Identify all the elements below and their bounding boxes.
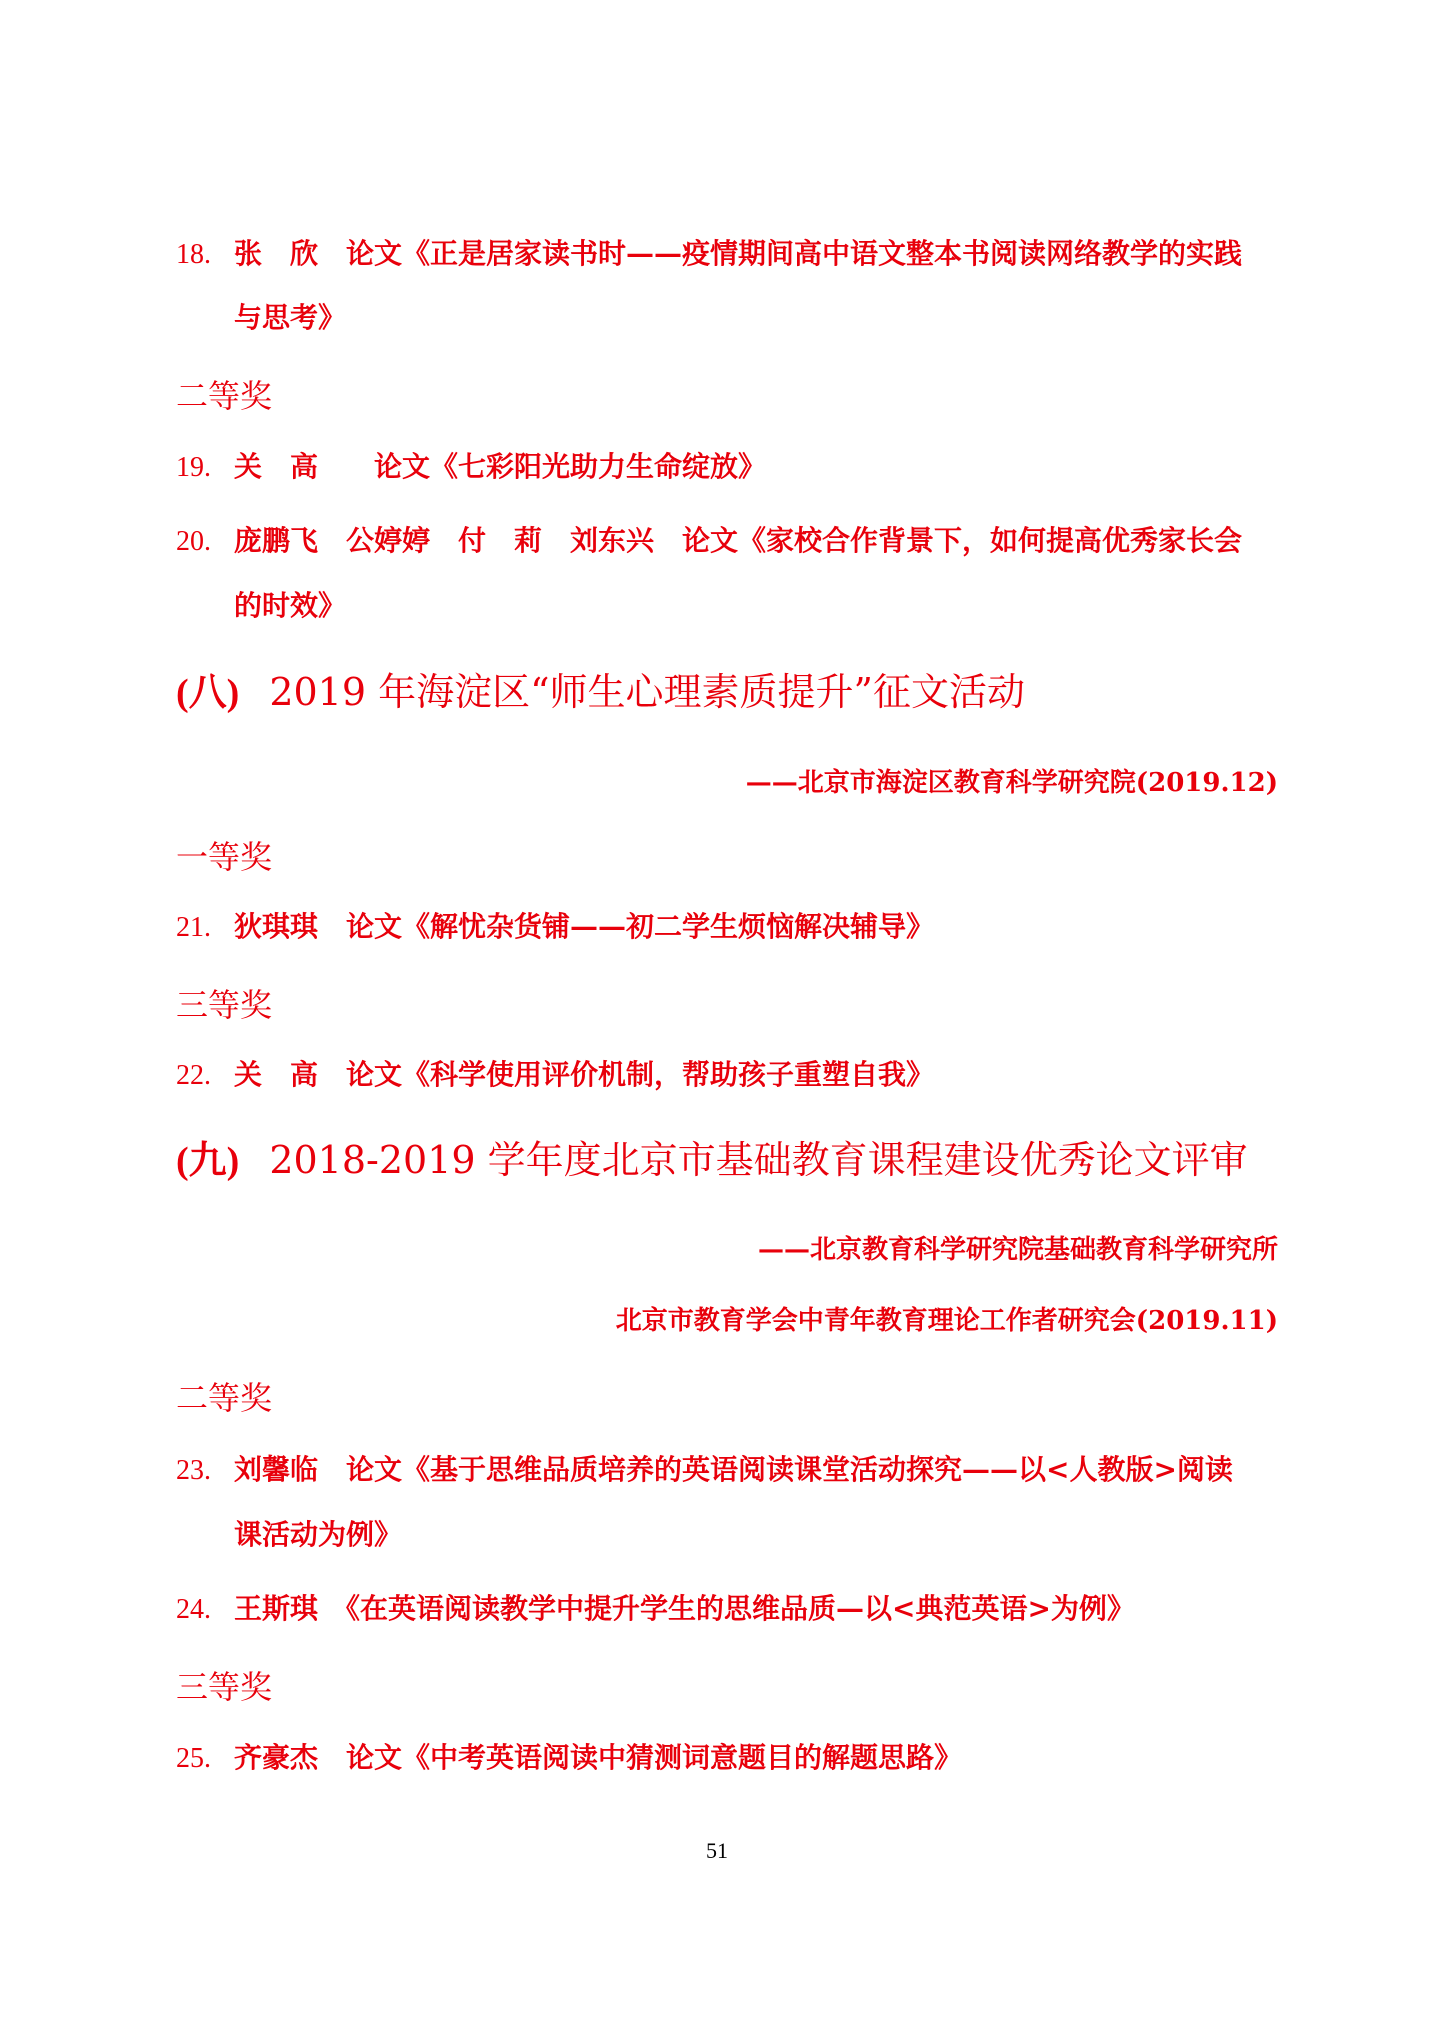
item-continuation: 的时效》 <box>234 589 347 622</box>
item-continuation: 与思考》 <box>234 301 347 334</box>
source-line: ——北京市海淀区教育科学研究院(2019.12) <box>745 768 1278 798</box>
list-item <box>176 907 934 948</box>
section-heading <box>176 667 1025 718</box>
list-item <box>176 1450 1233 1491</box>
item-number: 19. <box>176 452 211 483</box>
item-text: 张 欣 论文《正是居家读书时——疫情期间高中语文整本书阅读网络教学的实践 <box>234 237 1243 270</box>
item-text: 庞鹏飞 公婷婷 付 莉 刘东兴 论文《家校合作背景下，如何提高优秀家长会 <box>234 524 1243 557</box>
award-heading: 二等奖 <box>176 1379 273 1417</box>
award-heading: 三等奖 <box>176 1668 273 1706</box>
source-line: 北京市教育学会中青年教育理论工作者研究会(2019.11) <box>615 1306 1278 1336</box>
award-heading: 三等奖 <box>176 986 273 1024</box>
section-heading <box>176 1135 1248 1186</box>
item-number: 22. <box>176 1060 211 1091</box>
page-number: 51 <box>706 1838 728 1863</box>
list-item <box>176 521 1242 562</box>
item-text: 关 高 论文《七彩阳光助力生命绽放》 <box>234 450 767 483</box>
item-number: 18. <box>176 239 211 270</box>
item-number: 23. <box>176 1455 211 1486</box>
item-continuation: 课活动为例》 <box>234 1518 403 1551</box>
item-text: 齐豪杰 论文《中考英语阅读中猜测词意题目的解题思路》 <box>234 1741 963 1774</box>
section-label: (九) <box>176 1140 240 1182</box>
item-text: 王斯琪 《在英语阅读教学中提升学生的思维品质—以<典范英语>为例》 <box>234 1592 1135 1625</box>
award-heading: 二等奖 <box>176 377 273 415</box>
item-number: 20. <box>176 526 211 557</box>
section-title: 2019 年海淀区“师生心理素质提升”征文活动 <box>269 670 1025 714</box>
list-item <box>176 1055 934 1096</box>
section-label: (八) <box>176 672 240 714</box>
list-item <box>176 1589 1135 1630</box>
list-item <box>176 234 1242 275</box>
item-text: 关 高 论文《科学使用评价机制，帮助孩子重塑自我》 <box>234 1058 935 1091</box>
item-text: 刘馨临 论文《基于思维品质培养的英语阅读课堂活动探究——以<人教版>阅读 <box>234 1453 1233 1486</box>
item-text: 狄琪琪 论文《解忧杂货铺——初二学生烦恼解决辅导》 <box>234 910 935 943</box>
source-line: ——北京教育科学研究院基础教育科学研究所 <box>757 1235 1278 1265</box>
award-heading: 一等奖 <box>176 838 273 876</box>
list-item <box>176 447 766 488</box>
item-number: 24. <box>176 1594 211 1625</box>
item-number: 21. <box>176 912 211 943</box>
list-item <box>176 1738 962 1779</box>
section-title: 2018-2019 学年度北京市基础教育课程建设优秀论文评审 <box>269 1138 1248 1182</box>
item-number: 25. <box>176 1743 211 1774</box>
